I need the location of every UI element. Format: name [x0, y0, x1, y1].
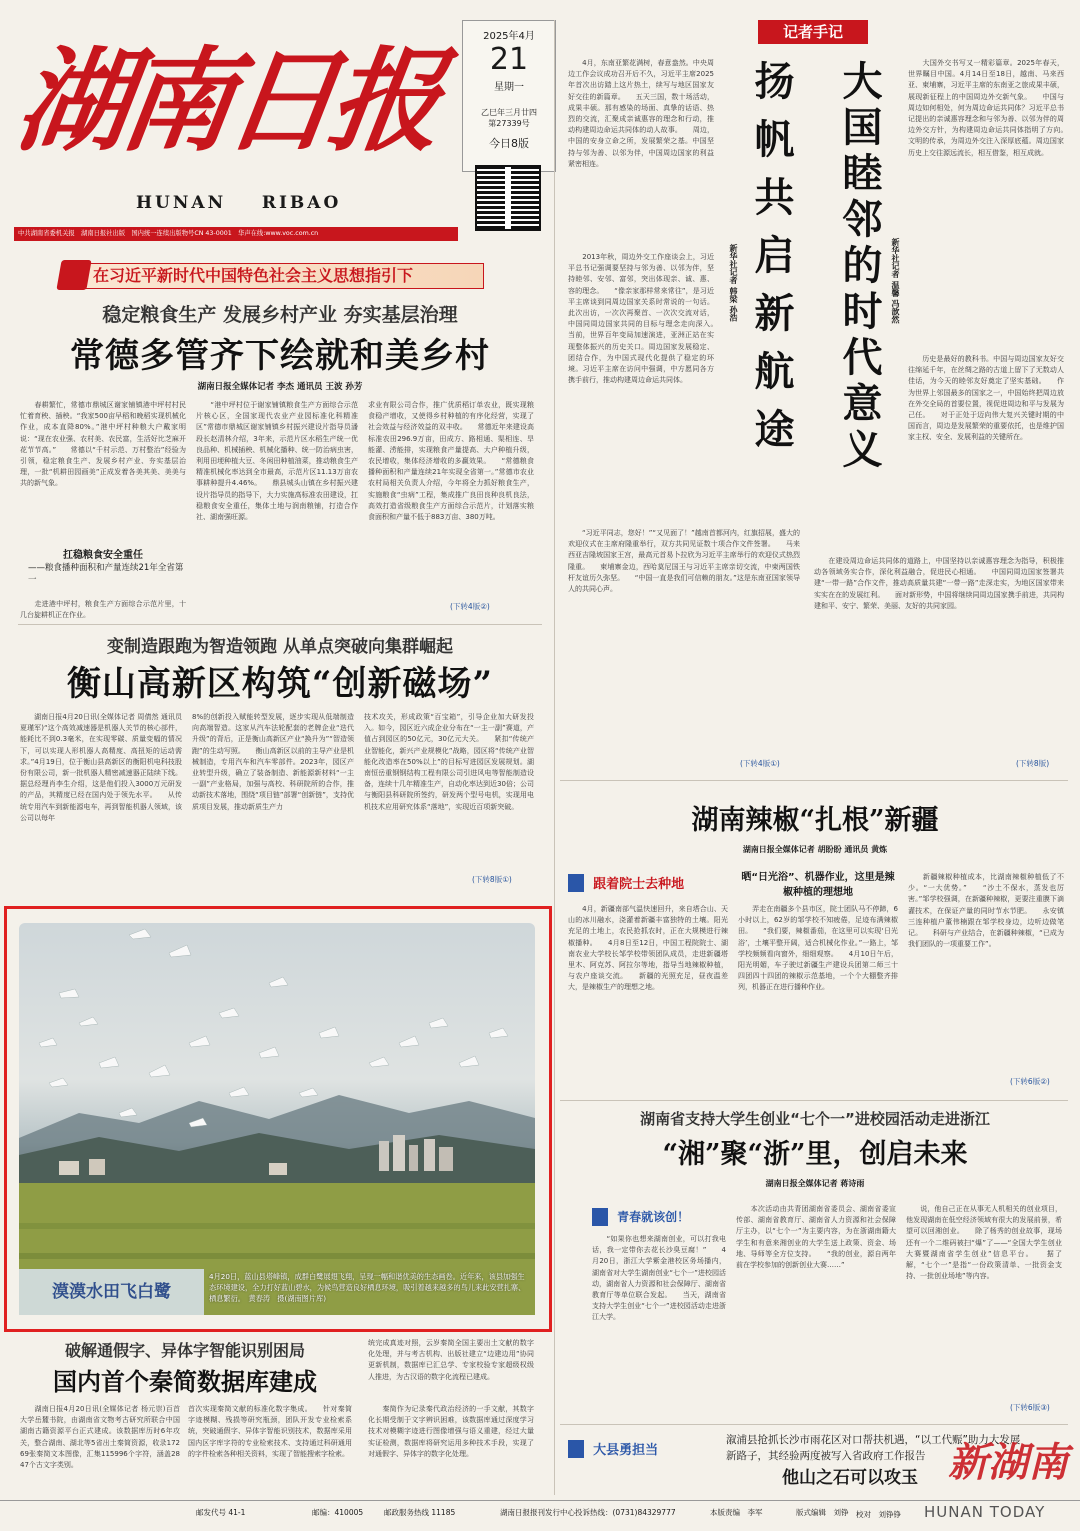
banner-text: 在习近平新时代中国特色社会主义思想指引下: [93, 266, 414, 285]
article-headline[interactable]: 常德多管齐下绘就和美乡村: [70, 336, 490, 376]
editorial-tag: 记者手记: [758, 20, 868, 44]
continued-link[interactable]: (下转6版②): [1010, 1077, 1050, 1086]
article-kicker: 破解通假字、异体字智能识别困局: [64, 1341, 305, 1360]
article-body-col2: “港中坪村位于谢家铺镇粮食生产方面综合示范片核心区，全国家现代农业产业园标准化科精准区”常德市鼎城区谢家铺镇乡村振兴建设片指导员潘段长赵清林介绍，3年来，示范片区水稻生产统一优良品种、机械插秧、机械化播种、统一防治病虫害，利用田埂种植大豆、冬闲田种植油菜，推动粮食生产精准机械化率达到全市最高，示范片区11.13万亩农事耕种提升4.46%。 鼎县城头山镇在乡村振兴建设片指导员的指导下，大力实施高标准农田建设，扛稳粮食安全重任，集体土地与润南粮铺，打造合作社、湖南强旺源。: [196, 401, 358, 522]
editorial-title-left[interactable]: 扬帆共启新航途: [748, 60, 795, 466]
article-body-col2: 本次活动由共青团湖南省委员会、湖南省委宣传部、湖南省教育厅、湖南省人力资源和社会保障厅主办，以“七个一”为主要内容，为在浙湖南籍大学生和有意来湘创业的大学生送上政策、资金、场地、导师等全方位支持。 “我的创业，源自两年前在学校参加的创新创业大赛……”: [736, 1205, 896, 1270]
continued-link-left[interactable]: (下转4版①): [740, 759, 780, 768]
editorial-col3: “习近平同志，您好！”“又见面了！”越南首都河内，红旗招展，盛大的欢迎仪式在主席府隆重举行，双方共同见证数十项合作文件签署。 马来西亚吉隆坡国家王宫，最高元首易卜拉欣为习近平主席举行的欢迎仪式热烈隆重。 柬埔寨金边，西哈莫尼国王与习近平主席亲切交流，中柬两国铁杆友谊历久弥坚。 “中国一直是我们可信赖的朋友。”这是东南亚国家领导人的共同心声。: [568, 529, 800, 594]
article-xupu: [562, 1432, 1068, 1496]
article-chili: [562, 792, 1068, 1092]
article-lead: 晒“日光浴”、机器作业，这里是辣椒种植的理想地: [741, 872, 895, 898]
column-tag: [568, 1438, 708, 1462]
today-logo: 新湖南: [948, 1439, 1068, 1486]
today-logo-en: HUNAN TODAY: [924, 1503, 1046, 1521]
article-body-col3: 统完成真迹对照，云岁秦简全国主要出土文献的数字化处理，并与考古机构、出版社建立“边建边用”协同更新机制，数据库已汇总学、专家校验专家超级权级人推进，为古汉语的数字化流程已建成。: [368, 1339, 534, 1381]
article-hengshan: [20, 632, 540, 894]
editorial-byline-right: 新华社记者 温馨 冯歆然: [891, 238, 900, 324]
article-body-col3: 技术攻关，形成政策“百宝箱”，引导企业加大研发投入。如今，园区近六成企业分布在“一主一副”赛道，产值占到园区的50亿元，30亿元大关。 紧扣“传统产业智能化，新兴产业规模化”战略，园区将“传统产业智能化改造率在50%以上”的目标写进园区发展规划。湖南恒岳重钢钢结构工程有限公司引进风电等智能制造设备，连续十几年精准生产，自动化率达到近30倍；公司与衡阳县科研院所签约，研发两个型号电机，实现用电机技术应用研究体系“落地”，实现近百项新突破。: [364, 713, 534, 811]
photo-caption-text: 4月20日，蓝山县塔峰镇，成群白鹭展翅飞翔，呈现一幅和谐优美的生态画卷。近年来，该县加强生态环境建设，全力打好蓝山碧水，为候鸟营造良好栖息环境，吸引着越来越多的鸟儿来此安营扎寨、栖息繁衍。 黄春涛 摄(湖南图片库): [209, 1272, 526, 1303]
article-headline[interactable]: “湘”聚“浙”里，创启未来: [662, 1139, 968, 1170]
sponsor-strip: [14, 227, 458, 241]
editorial-col6: 在建设周边命运共同体的道路上，中国坚持以亲诚惠容理念为指导，积极推动各领域务实合作，深化利益融合，促进民心相通。 中国同周边国家签署共建“一带一路”合作文件，推动高质量共建“一带一路”走深走实，为地区国家带来实实在在的发展红利。 面对新形势，中国将继续同周边国家携手前进，共同构建和平、安宁、繁荣、美丽、友好的共同家园。: [814, 557, 1064, 610]
continued-link[interactable]: (下转6版③): [1010, 1403, 1050, 1412]
article-headline-line2: 新路子，其经验两度被写入省政府工作报告: [726, 1450, 926, 1462]
egret-photo[interactable]: [19, 923, 535, 1315]
continued-link-right[interactable]: (下转8版): [1016, 759, 1050, 768]
editorial-col2: 2013年秋，周边外交工作座谈会上，习近平总书记强调要坚持与邻为善、以邻为伴，坚持睦邻、安邻、富邻，突出体现亲、诚、惠、容的理念。 “像亲家那样常来常往”，是习近平主席谈到同周边国家关系时常说的一句话。此次出访，一次次再聚首、一次次交流对话，中国同周边国家共同的目标与理念走向深入。 当前，世界百年变局加速演进，亚洲正站在实现整体振兴的历史关口。周边国家发展稳定、团结合作，为中国式现代化提供了稳定的环境。习近平主席在访问中强调，中方愿同各方携手前行，推动构建周边命运共同体。: [568, 253, 728, 385]
article-body-col3: 新疆辣椒种植成本，比湖南辣椒种植低了不少。“一大优势。” “沙土不保水，蒸发也厉害。”邹学校强调，在新疆种辣椒，更要注重膜下滴灌技术，在保证产量的同时节水节肥。 永安镇三连种植户董伟楠跟在邹学校身边，边听边做笔记。 科研与产业结合，在新疆种辣椒，“已成为我们团队的一项重要工作”。: [908, 873, 1064, 949]
article-kicker: 稳定粮食生产 发展乡村产业 夯实基层治理: [102, 304, 458, 326]
date-year-month: 2025年4月: [483, 31, 535, 42]
footer-proof: 校对 刘铮铮: [856, 1510, 901, 1519]
page-column-divider: [554, 20, 555, 1495]
photo-caption-title: 漠漠水田飞白鹭: [19, 1269, 204, 1315]
article-changde: [20, 300, 540, 620]
article-byline: 湖南日报全媒体记者 蒋诗雨: [765, 1179, 865, 1188]
divider: [18, 624, 542, 625]
article-headline[interactable]: 国内首个秦简数据库建成: [53, 1367, 317, 1396]
footer-editor: 本版责编 李军: [710, 1508, 763, 1517]
column-tag: [568, 872, 718, 894]
editorial-title-right[interactable]: 大国睦邻的时代意义: [836, 60, 883, 474]
editorial-byline-left: 新华社记者 韩梁 孙浩: [729, 244, 738, 322]
footer-distribution: 湖南日报报刊发行中心投诉热线：(0731)84329777: [500, 1508, 676, 1517]
article-body-col1: 湖南日报4月20日讯(全媒体记者 杨元崇)百首大学岳麓书院，由湖南省文物考古研究所联合中国湖南古籍资源平台正式建成。该数据库历时6年攻关，整合湖南、湖北等5省出土秦简资源，收录17269张秦简文本图像，汇集115996个字符，涵盖2847个古文字类别。: [20, 1405, 180, 1470]
date-day: 21: [489, 42, 529, 77]
footer-designer: 版式编辑 刘铮: [796, 1508, 849, 1517]
article-subhead-2: ——粮食播种面积和产量连续21年全省第一: [28, 563, 184, 585]
column-tag-icon: [568, 874, 584, 892]
article-body-col3: 求业有限公司合作，推广优质稻订单农业，既实现粮食稳产增收，又使得乡村种植的有序化经营，实现了社会效益与经济效益的双丰收。 常德近年来建设高标准农田296.9万亩，田成方、路相通、渠相连、旱能灌、涝能排，实现粮食产量提高、大户种植升级，农民增收，集体经济增收的多赢效果。 “常德粮食播种面积和产量连续21年实现全省第一。”常德市农业农村局相关负责人介绍，今年将全力抓好粮食生产，实施粮食“虫病”工程，集成推广良田良种良机良法，高效打造省级粮食生产方面综合示范片，计划落实粮食面积和产量不低于883万亩、380万吨。: [368, 401, 534, 522]
article-headline-line3: 他山之石可以攻玉: [782, 1468, 918, 1488]
continued-link[interactable]: (下转4版②): [450, 602, 490, 611]
article-body-col1: 4月，新疆南部气温快速回升，来自塔合山、天山的冰川融水，浇灌着新疆丰富独特的土壤。阳光充足的土地上，农民抢抓农时，正在大规模进行辣椒播种。 4月8日至12日，中国工程院院士、湖南农业大学校长邹学校带领团队成员，走进新疆塔里木、阿克苏、阿拉尔等地，指导当地辣椒种植，与农户座谈交流。 新疆的光照充足，昼夜温差大，是辣椒生产的理想之地。: [568, 905, 728, 992]
sponsor-line: 中共湖南省委机关报 湖南日报社出版 国内统一连续出版物号CN 43-0001 华声在线:www.voc.com.cn: [18, 230, 319, 237]
article-body-col2: 8%的创新投入赋能转型发展，逐步实现从低端制造向高端智造。这家从汽车法轮配套的老牌企业“迭代升级”的背后，正是衡山高新区产业“换升为”“智造领跑”的生动写照。 衡山高新区以前的主导产业是机械制造，专用汽车和汽车零部件。2023年，园区产业转型升级，确立了装备制造、新能源新材料“一主一副”产业格局，加强与高校、科研院所的合作，推动新技术落地，围绕“项目链”部署“创新链”，支持优质项目发展，推动新质生产力: [192, 713, 354, 811]
column-tag-text: 跟着院士去种地: [593, 877, 685, 892]
divider: [560, 780, 1068, 781]
article-entrepreneurship: [562, 1108, 1068, 1418]
footer-code: 邮发代号 41-1: [196, 1508, 246, 1517]
masthead-pinyin: HUNAN RIBAO: [136, 193, 342, 213]
banner-mark: [56, 260, 91, 290]
article-byline: 湖南日报全媒体记者 胡盼盼 通讯员 黄炼: [742, 845, 888, 854]
page-count: 今日8版: [489, 137, 529, 150]
article-body-col1: 湖南日报4月20日讯(全媒体记者 周倩然 通讯员 夏瑾军)“这个高效减速器是机器人关节的核心部件，能耗比不到0.3毫米，在实现零碳、质量变幅的情况下，可以实现人形机器人高精度、高扭矩的运动需求。”4月19日，位于衡山县高新区的衡阳机电科技股份有限公司，新一批机器人精密减速器正陆续下线。据总经理肖李生介绍，这是他们投入3000万元研发的产品，其精度已经在国内处于领先水平。 从传统专用汽车到新能源电车，再到智能机器人领域，该公司以每年: [20, 713, 182, 822]
photo-feature: [4, 906, 552, 1332]
article-headline-line1[interactable]: 溆浦县抢抓长沙市雨花区对口帮扶机遇，“以工代赈”助力大发展: [726, 1434, 1021, 1446]
newspaper-logo: 湖南日报: [8, 36, 444, 167]
article-byline: 湖南日报全媒体记者 李杰 通讯员 王波 孙芳: [197, 382, 363, 392]
footer-postcode: 邮编：410005: [312, 1508, 364, 1517]
lunar-date: 乙巳年三月廿四: [481, 108, 537, 117]
article-body-col2: 弄走在南疆多个县市区，院士团队马不停蹄，6小时以上，62岁的邹学校不知疲倦，足迹布满辣椒田。 “我们要，辣椒番茄，在这里可以实现‘日光浴’，土壤平整开阔，适合机械化作业。”一路上，邹学校频频看向窗外，细细观察。 4月10日午后，阳光明媚，车子驶过新疆生产建设兵团第二师三十四团四十四团的辣椒示范基地，一个个大棚整齐排列，机器正在进行播种作业。: [738, 905, 898, 992]
article-headline[interactable]: 湖南辣椒“扎根”新疆: [691, 805, 939, 836]
editorial-col5: 历史是最好的教科书。中国与周边国家友好交往绵延千年，在丝绸之路的古道上留下了无数动人佳话，为今天的睦邻友好奠定了坚实基础。 作为世界上邻国最多的国家之一，中国始终把周边放在外交全局的首要位置，视促进周边和平与发展为己任。 对于正处于迈向伟大复兴关键时期的中国而言，周边是发展繁荣的重要依托，也是维护国家主权、安全、发展利益的关键所在。: [908, 355, 1064, 442]
footer-service: 邮政服务热线 11185: [384, 1508, 456, 1517]
article-headline[interactable]: 衡山高新区构筑“创新磁场”: [66, 664, 494, 704]
column-tag-text: 大县勇担当: [593, 1443, 659, 1458]
article-body-col3: 说，他自己正在从事无人机相关的创业项目，他发现湖南在低空经济领域有很大的发展前景，希望可以回湘创业。 除了杨秀的创业故事，现场还有一个二维码被扫“爆”了——“全国大学生创业大赛暨湖南省学生创业”信息平台。 据了解，“七个一”是指“一份政策清单、一批资金支持、一批创业场地”等内容。: [906, 1205, 1062, 1281]
article-qin-slips: [20, 1338, 540, 1494]
column-tag-icon: [592, 1208, 608, 1226]
photo-scene: [19, 923, 535, 1315]
footer: [0, 1500, 1080, 1531]
divider: [560, 1424, 1068, 1425]
column-tag-icon: [568, 1440, 584, 1458]
article-subhead: 扛稳粮食安全重任: [63, 550, 143, 561]
article-body-col4: 秦简作为记录秦代政治经济的一手文献，其数字化长期受制于文字辨识困难，该数据库通过深度学习技术对模糊字迹进行图像增强与语义重建，经过大量实证检测，数据库将研究运用多种技术手段，实现了对通假字、异体字的数字化处理。: [368, 1405, 534, 1458]
issue-number: 第27339号: [488, 119, 530, 128]
qr-code[interactable]: [475, 165, 541, 231]
article-kicker: 变制造跟跑为智造领跑 从单点突破向集群崛起: [107, 637, 453, 657]
column-tag: [592, 1206, 732, 1228]
article-body-col2: 首次实现秦简文献的标准化数字集成。 针对秦简字迹模糊、残损等研究瓶颈，团队开发专业检索系统，突破通假字、异体字智能识别技术，数据库采用国内区字库字符的专业检索技术、支持通过科研通用的字件检索各种相关资料，实现了智能搜索字检索。: [188, 1405, 352, 1458]
thematic-banner: [64, 263, 484, 289]
column-tag-text: 青春就该创！: [617, 1210, 690, 1224]
article-body-col1: 春耕繁忙，常德市鼎城区谢家铺镇港中坪村村民忙着育秧、插秧。“我家500亩早稻和晚稻实现机械化作业，成本直降80%。”港中坪村种粮大户戴家明说：“现在农业强、农村美、农民富，生活好比芝麻开花节节高。” 常德以“千村示范、万村整治”经验为引领，稳定粮食生产、发展乡村产业、夯实基层治理，一批“机耕田园画美”正成发着各美其美、美美与共的新气象。: [20, 401, 186, 488]
article-kicker: 湖南省支持大学生创业“七个一”进校园活动走进浙江: [640, 1110, 990, 1128]
divider: [560, 1100, 1068, 1101]
editorial-col1: 4月，东南亚繁花满树，春意盎然。中央周边工作会议成功召开后不久，习近平主席2025年首次出访踏上这片热土，续写与地区国家友好交往的新篇章。 五天三国，数十场活动，成果丰硕。那有感染的场面、真挚的话语、热烈的交流，汇聚成亲诚惠容的理念和行动，推动构建周边命运共同体的动人故事。 周边，中国的安身立命之所，发展繁荣之基。中国坚持与邻为善、以邻为伴，中国周边国家的利益紧密相连。: [568, 59, 714, 168]
continued-link[interactable]: (下转8版①): [472, 875, 512, 884]
date-box: [462, 20, 556, 172]
masthead: [0, 0, 560, 245]
weekday: 星期一: [494, 82, 524, 93]
article-body-col1: “如果你也想来湖南创业，可以打我电话，我一定带你去花长沙臭豆腐！” 4月20日，浙江大学紫金港校区务场播内，湖南省对大学生湖南创业“七个一”进校园活动，湖南省人力资源和社会保障厅、湖南省教育厅等单位联合发起。 当天，湖南省支持大学生创业“七个一”进校园活动走进浙江大学。: [592, 1235, 726, 1322]
editorial-section: [562, 20, 1078, 775]
article-body-col1b: 走进港中坪村，粮食生产方面综合示范片里，十几台旋耕机正在作业。: [20, 600, 186, 620]
editorial-col4: 大国外交书写又一精彩篇章。2025年春天，世界瞩目中国。4月14日至18日，越南、马来西亚、柬埔寨，习近平主席的东南亚之旅成果丰硕，展现新征程上的中国周边外交新气象。 中国与周边如何相处，何为周边命运共同体？习近平总书记提出的亲诚惠容理念和与邻为善、以邻为伴的周边外交方针，为构建周边命运共同体指明了方向。 文明的传承，为周边外交注入深厚底蕴。周边国家历史上交往源远流长，相互借鉴，相互成就。: [908, 59, 1078, 157]
